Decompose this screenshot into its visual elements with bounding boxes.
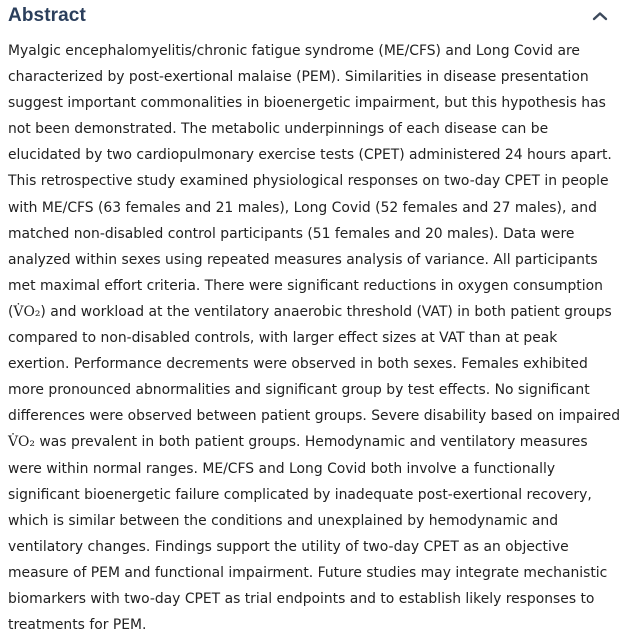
- abstract-text-part3: was prevalent in both patient groups. Hemodynamic and ventilatory measures were within normal ranges. ME/CFS and Long Covid both involve a functionally significant bioenergetic failure complicated by inadequate post-exertional recovery, which is similar between the conditions and unexplained by hemodynamic and ventilatory changes. Findings support the utility of two-day CPET as an objective measure of PEM and functional impairment. Future studies may integrate mechanistic biomarkers with two-day CPET as trial endpoints and to establish likely responses to treatments for PEM.: [8, 434, 608, 634]
- vo2-symbol: V̇O₂: [13, 303, 41, 320]
- abstract-paragraph: [8, 38, 620, 638]
- abstract-header[interactable]: [8, 0, 618, 32]
- abstract-body: [8, 38, 620, 638]
- section-title: Abstract: [8, 5, 86, 26]
- abstract-text-part2: ) and workload at the ventilatory anaerobic threshold (VAT) in both patient groups compared to non-disabled controls, with larger effect sizes at VAT than at peak exertion. Performance decrements were observed in both sexes. Females exhibited more pronounced abnormalities and significant group by test effects. No significant differences were observed between patient groups. Severe disability based on impaired: [8, 303, 621, 425]
- vo2-symbol: V̇O₂: [8, 434, 35, 451]
- chevron-up-icon[interactable]: [588, 4, 612, 28]
- abstract-text-part1: Myalgic encephalomyelitis/chronic fatigue syndrome (ME/CFS) and Long Covid are characterized by post-exertional malaise (PEM). Similarities in disease presentation suggest important commonalities in bioenergetic impairment, but this hypothesis has not been demonstrated. The metabolic underpinnings of each disease can be elucidated by two cardiopulmonary exercise tests (CPET) administered 24 hours apart. This retrospective study examined physiological responses on two-day CPET in people with ME/CFS (63 females and 21 males), Long Covid (52 females and 27 males), and matched non-disabled control participants (51 females and 20 males). Data were analyzed within sexes using repeated measures analysis of variance. All participants met maximal effort criteria. There were significant reductions in oxygen consumption (: [8, 43, 612, 320]
